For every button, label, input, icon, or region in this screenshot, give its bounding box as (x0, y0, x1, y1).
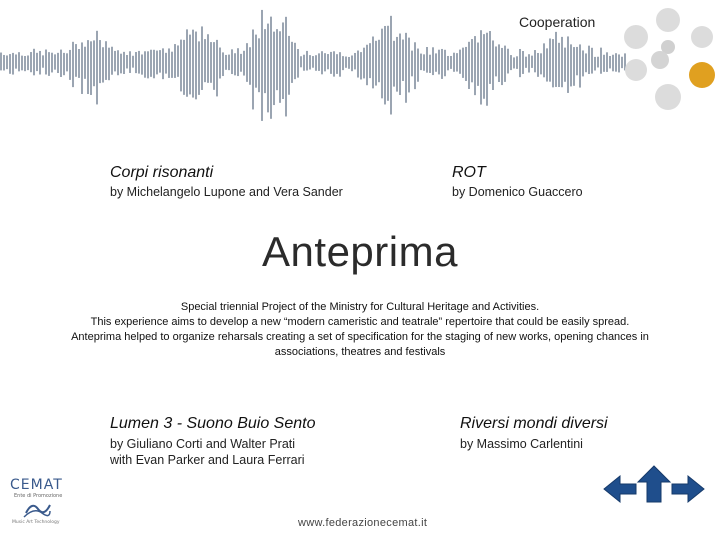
logo-emblem-icon (22, 499, 52, 519)
description (20, 300, 700, 360)
work-author: by Domenico Guaccero (452, 185, 583, 199)
decorative-dot (651, 51, 669, 69)
decorative-dot (691, 26, 713, 48)
work-author: with Evan Parker and Laura Ferrari (110, 453, 305, 467)
description-line: Anteprima helped to organize reharsals creating a set of specification for the staging of new works, opening chances in (71, 331, 649, 343)
decorative-dot (656, 8, 680, 32)
work-author: by Giuliano Corti and Walter Prati (110, 437, 296, 451)
page-title: Anteprima (262, 228, 458, 275)
arrow-up-icon[interactable] (638, 466, 670, 502)
logo-tagline: Music Art Technology (12, 520, 60, 525)
decorative-dot (655, 84, 681, 110)
logo-name: CEMAT (10, 477, 63, 493)
decorative-dot (624, 25, 648, 49)
section-label: Cooperation (519, 14, 596, 30)
work-author: by Massimo Carlentini (460, 437, 583, 451)
decorative-dot (625, 59, 647, 81)
description-line: Special triennial Project of the Ministry for Cultural Heritage and Activities. (180, 301, 540, 313)
work-title: ROT (452, 164, 486, 181)
description-line: This experience aims to develop a new “modern cameristic and teatrale” repertoire that could be easily spread. (90, 316, 630, 328)
decorative-dot (689, 62, 715, 88)
logo-subtitle: Ente di Promozione (14, 493, 63, 499)
work-title: Corpi risonanti (110, 164, 214, 181)
work-title: Riversi mondi diversi (460, 415, 608, 432)
arrow-right-icon[interactable] (672, 476, 704, 502)
website-url: www.federazionecemat.it (298, 517, 428, 529)
work-author: by Michelangelo Lupone and Vera Sander (110, 185, 343, 199)
arrow-left-icon[interactable] (604, 476, 636, 502)
work-title: Lumen 3 - Suono Buio Sento (110, 415, 316, 432)
navigation-controls (602, 464, 706, 504)
description-line: associations, theatres and festivals (274, 346, 446, 358)
decorative-dots-cluster (0, 0, 720, 120)
cemat-logo (8, 477, 68, 527)
